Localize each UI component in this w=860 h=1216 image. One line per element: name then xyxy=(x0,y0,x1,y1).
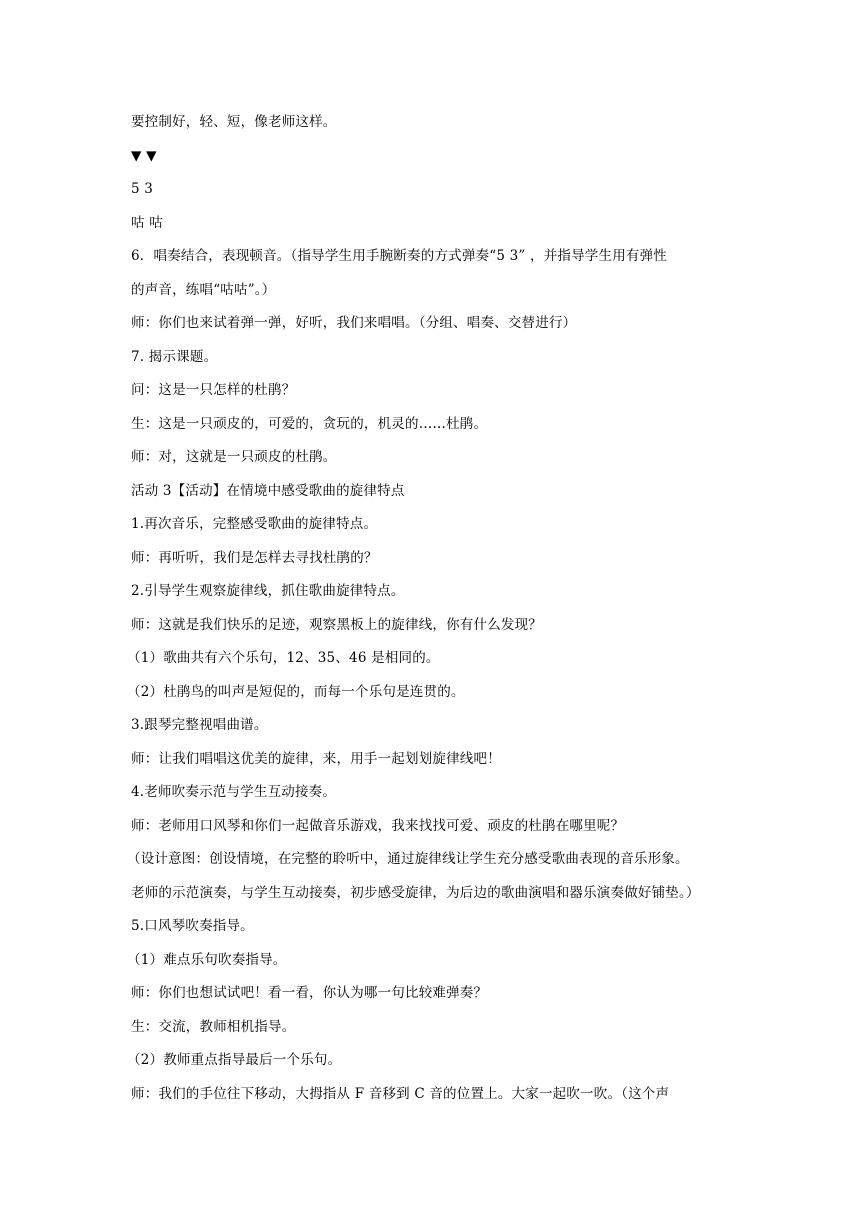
step-5-heading: 5.口风琴吹奏指导。 xyxy=(131,918,254,934)
teacher-line: 师：老师用口风琴和你们一起做音乐游戏，我来找找可爱、顽皮的杜鹃在哪里呢？ xyxy=(131,817,625,834)
student-line: 生：这是一只顽皮的，可爱的，贪玩的，机灵的……杜鹃。 xyxy=(131,415,488,432)
activity-3-heading: 活动 3【活动】在情境中感受歌曲的旋律特点 xyxy=(131,482,405,499)
design-intent-continuation: 老师的示范演奏，与学生互动接奏，初步感受旋律，为后边的歌曲演唱和器乐演奏做好铺垫。） xyxy=(131,884,700,901)
step-3-heading: 3.跟琴完整视唱曲谱。 xyxy=(131,717,268,733)
teacher-line: 师：让我们唱唱这优美的旋律，来，用手一起划划旋律线吧！ xyxy=(131,750,501,767)
teacher-line: 师：你们也来试着弹一弹，好听，我们来唱唱。（分组、唱奏、交替进行） xyxy=(131,315,577,331)
teacher-line: 师：这就是我们快乐的足迹，观察黑板上的旋律线，你有什么发现？ xyxy=(131,616,542,633)
lyrics-line: 咕 咕 xyxy=(131,214,163,231)
document-page xyxy=(127,106,731,1111)
design-intent-line: （设计意图：创设情境，在完整的聆听中，通过旋律线让学生充分感受歌曲表现的音乐形象。 xyxy=(127,851,689,867)
text-line: 的声音，练唱“咕咕”。） xyxy=(131,281,276,298)
arrow-symbols-line: ▼ ▼ xyxy=(131,147,157,164)
step-2-heading: 2.引导学生观察旋律线，抓住歌曲旋律特点。 xyxy=(131,583,405,599)
step-1-heading: 1.再次音乐，完整感受歌曲的旋律特点。 xyxy=(131,516,378,532)
question-line: 问：这是一只怎样的杜鹃？ xyxy=(131,382,296,398)
text-line: 要控制好，轻、短，像老师这样。 xyxy=(131,114,337,130)
point-1-line: （1）难点乐句吹奏指导。 xyxy=(127,951,287,968)
step-6-heading: 6．唱奏结合，表现顿音。（指导学生用手腕断奏的方式弹奏“5 3” ，并指导学生用有弹性 xyxy=(131,248,668,264)
teacher-line: 师：我们的手位往下移动，大拇指从 F 音移到 C 音的位置上。大家一起吹一吹。（这个声 xyxy=(131,1085,670,1102)
point-1-line: （1）歌曲共有六个乐句，12、35、46 是相同的。 xyxy=(127,650,440,666)
teacher-line: 师：对，这就是一只顽皮的杜鹃。 xyxy=(131,449,337,465)
teacher-line: 师：你们也想试试吧！看一看，你认为哪一句比较难弹奏？ xyxy=(131,985,488,1001)
point-2-line: （2）教师重点指导最后一个乐句。 xyxy=(127,1052,342,1068)
point-2-line: （2）杜鹃鸟的叫声是短促的，而每一个乐句是连贯的。 xyxy=(127,683,465,700)
step-7-heading: 7. 揭示课题。 xyxy=(131,348,218,365)
teacher-line: 师：再听听，我们是怎样去寻找杜鹃的？ xyxy=(131,549,378,566)
notation-line: 5 3 xyxy=(131,181,154,197)
step-4-heading: 4.老师吹奏示范与学生互动接奏。 xyxy=(131,784,337,800)
student-line: 生：交流，教师相机指导。 xyxy=(131,1018,296,1035)
